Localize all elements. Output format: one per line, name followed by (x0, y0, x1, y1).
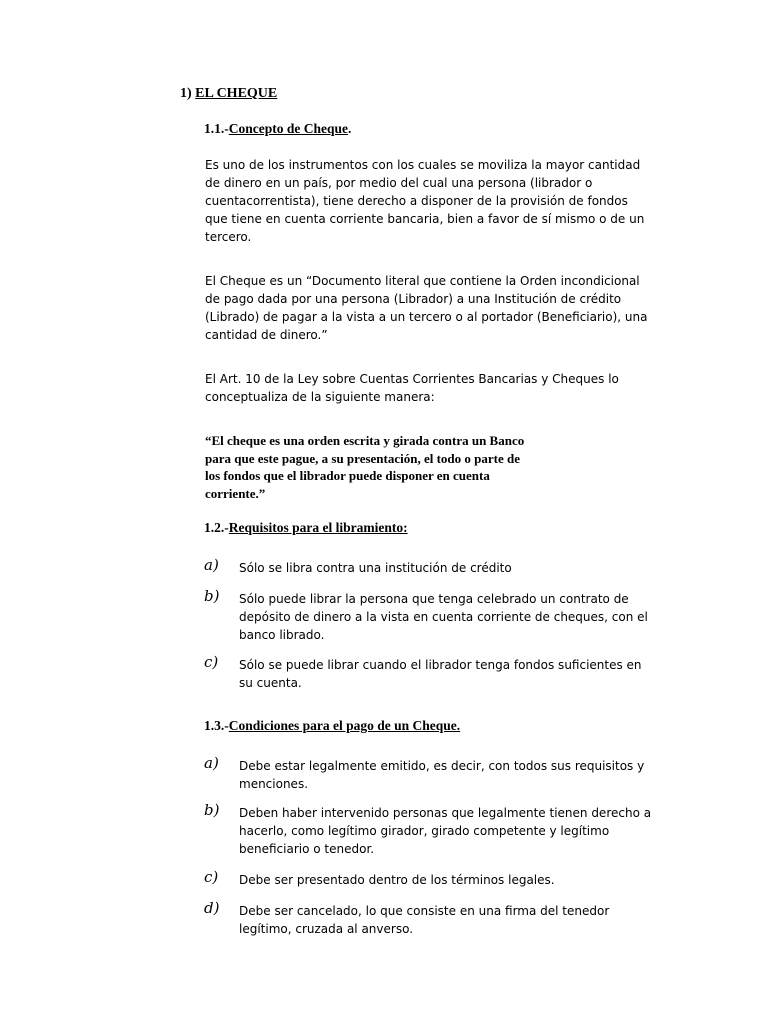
list-item-line: Sólo se puede librar cuando el librador tenga fondos suficientes en (239, 658, 642, 672)
subsection-number: 1.1.- (204, 121, 229, 136)
paragraph-law-reference (205, 370, 619, 406)
paragraph-line: cantidad de dinero.” (205, 328, 328, 342)
paragraph-line: conceptualiza de la siguiente manera: (205, 390, 435, 404)
section-heading (180, 86, 277, 102)
subsection-title: Concepto de Cheque (228, 121, 349, 136)
quote-line: los fondos que el librador puede disponer en cuenta (205, 468, 490, 483)
list-item-line: legítimo, cruzada al anverso. (239, 922, 414, 936)
list-item (239, 804, 651, 858)
paragraph-line: que tiene en cuenta corriente bancaria, bien a favor de sí mismo o de un (205, 212, 645, 226)
paragraph-line: El Cheque es un “Documento literal que contiene la Orden incondicional (205, 274, 640, 288)
paragraph-line: tercero. (205, 230, 252, 244)
list-item-line: depósito de dinero a la vista en cuenta corriente de cheques, con el (239, 610, 648, 624)
section-title: EL CHEQUE (195, 86, 278, 101)
list-item (239, 559, 512, 577)
list-marker: c) (204, 653, 219, 671)
list-item-line: su cuenta. (239, 676, 302, 690)
list-item-line: Debe ser cancelado, lo que consiste en una firma del tenedor (239, 904, 610, 918)
subsection-number: 1.3.- (204, 718, 229, 733)
subsection-title: Requisitos para el libramiento: (228, 520, 408, 535)
quote-line: para que este pague, a su presentación, el todo o parte de (205, 450, 521, 466)
list-item-line: Deben haber intervenido personas que legalmente tienen derecho a (239, 806, 652, 820)
list-item-line: banco librado. (239, 628, 325, 642)
section-number: 1) (180, 86, 192, 101)
list-item-line: Debe estar legalmente emitido, es decir, con todos sus requisitos y (239, 759, 645, 773)
subsection-heading-1-3 (204, 718, 460, 734)
paragraph-line: de dinero en un país, por medio del cual una persona (librador o (205, 176, 593, 190)
law-quote (205, 432, 524, 502)
list-item-line: Sólo puede librar la persona que tenga celebrado un contrato de (239, 592, 629, 606)
quote-line: corriente.” (205, 485, 266, 501)
list-item-line: hacerlo, como legítimo girador, girado competente y legítimo (239, 824, 610, 838)
paragraph-line: de pago dada por una persona (Librador) a una Institución de crédito (205, 292, 622, 306)
paragraph-line: (Librado) de pagar a la vista a un tercero o al portador (Beneficiario), una (205, 310, 648, 324)
list-marker: d) (204, 899, 220, 917)
list-marker: a) (204, 556, 219, 574)
list-item (239, 902, 609, 938)
list-item-line: Sólo se libra contra una institución de crédito (239, 561, 512, 575)
list-item-line: menciones. (239, 777, 309, 791)
subsection-heading-1-1 (204, 121, 351, 137)
subsection-title-end: . (348, 121, 352, 136)
subsection-heading-1-2 (204, 520, 408, 536)
subsection-title: Condiciones para el pago de un Cheque. (228, 718, 461, 733)
list-item (239, 757, 644, 793)
list-item-line: beneficiario o tenedor. (239, 842, 375, 856)
paragraph-line: Es uno de los instrumentos con los cuales se moviliza la mayor cantidad (205, 158, 641, 172)
paragraph-line: cuentacorrentista), tiene derecho a disponer de la provisión de fondos (205, 194, 628, 208)
list-marker: b) (204, 801, 220, 819)
list-item (239, 871, 555, 889)
paragraph-definition (205, 272, 647, 344)
list-marker: c) (204, 868, 219, 886)
subsection-number: 1.2.- (204, 520, 229, 535)
list-marker: b) (204, 587, 220, 605)
list-item (239, 590, 648, 644)
list-item (239, 656, 642, 692)
list-item-line: Debe ser presentado dentro de los términos legales. (239, 873, 555, 887)
paragraph-line: El Art. 10 de la Ley sobre Cuentas Corrientes Bancarias y Cheques lo (205, 372, 619, 386)
quote-line: “El cheque es una orden escrita y girada contra un Banco (205, 433, 525, 448)
paragraph-concept (205, 156, 644, 246)
list-marker: a) (204, 754, 219, 772)
